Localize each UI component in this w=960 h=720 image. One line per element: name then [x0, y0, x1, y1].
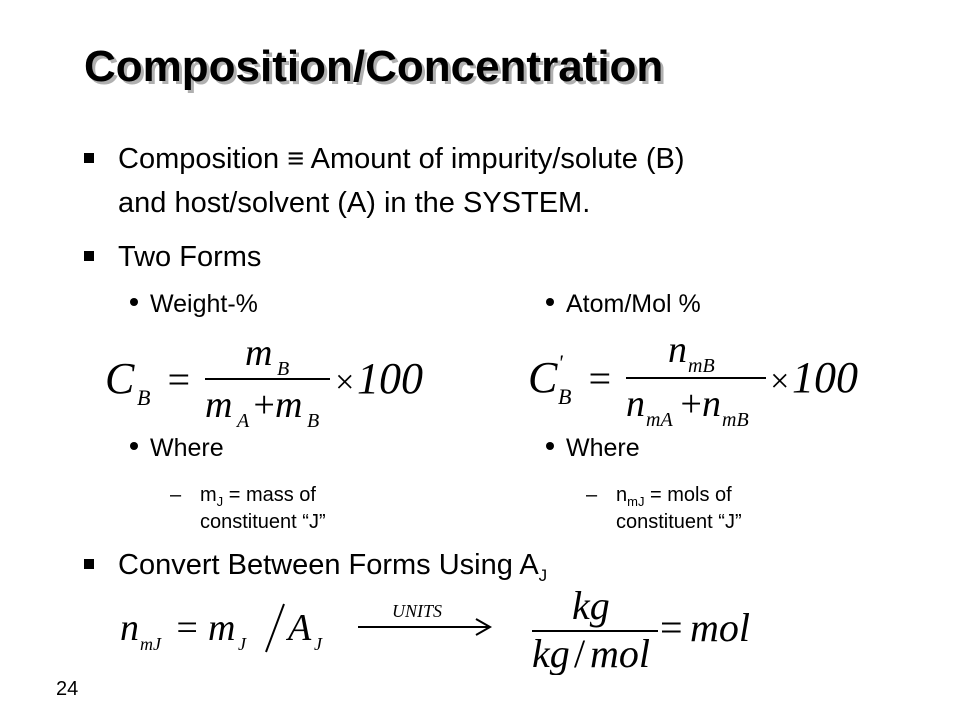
svg-text:=: =	[660, 605, 683, 650]
atom-mol-percent-label	[546, 290, 701, 319]
units-equation	[528, 585, 778, 675]
square-bullet-icon	[84, 251, 94, 261]
mol-percent-equation	[528, 330, 878, 435]
svg-text:=: =	[174, 607, 200, 649]
right-definition-sub: mJ	[627, 494, 645, 509]
square-bullet-icon	[84, 559, 94, 569]
right-definition-var: n	[616, 484, 628, 506]
bullet-composition-line1: Composition ≡ Amount of impurity/solute (B)	[118, 143, 685, 175]
svg-text:mol: mol	[590, 631, 650, 675]
svg-text:×: ×	[768, 363, 791, 400]
svg-text:mB: mB	[688, 355, 715, 377]
left-where-label	[130, 434, 224, 463]
left-definition-rest: = mass of	[223, 484, 316, 506]
right-definition-rest: = mols of	[644, 484, 732, 506]
svg-text:mol: mol	[690, 605, 750, 650]
svg-text:B: B	[137, 385, 151, 410]
dash-marker: –	[586, 484, 598, 506]
left-definition-var: m	[200, 484, 217, 506]
svg-text:B: B	[277, 358, 290, 380]
svg-text:n: n	[626, 383, 645, 425]
bullet-convert	[84, 546, 784, 586]
bullet-composition-line2: and host/solvent (A) in the SYSTEM.	[118, 187, 591, 219]
svg-text:A: A	[237, 410, 250, 432]
svg-text:m: m	[208, 607, 236, 649]
weight-percent-label	[130, 290, 258, 319]
svg-text:A: A	[288, 607, 312, 649]
units-arrow	[352, 595, 502, 640]
left-definition-line2: constituent “J”	[200, 511, 326, 533]
bullet-two-forms	[84, 238, 484, 278]
svg-text:kg: kg	[572, 585, 610, 628]
svg-text:=: =	[586, 356, 613, 401]
units-arrow-label: UNITS	[392, 601, 443, 621]
bullet-composition	[84, 140, 884, 220]
svg-text:C: C	[105, 354, 135, 403]
svg-text:B: B	[558, 384, 572, 409]
left-definition-sub: J	[216, 494, 224, 509]
svg-text:n: n	[702, 383, 721, 425]
svg-text:m: m	[275, 384, 303, 426]
round-bullet-icon	[130, 442, 138, 450]
svg-text:100: 100	[792, 353, 858, 402]
svg-text:m: m	[205, 384, 233, 426]
svg-text:n: n	[668, 330, 687, 371]
round-bullet-icon	[546, 442, 554, 450]
svg-text:/: /	[574, 631, 586, 675]
svg-text:J: J	[238, 634, 246, 654]
right-where-text: Where	[566, 434, 640, 462]
bullet-two-forms-label: Two Forms	[118, 241, 262, 273]
svg-text:mA: mA	[646, 409, 673, 431]
left-definition	[170, 482, 430, 538]
svg-text:J: J	[314, 634, 322, 654]
svg-text:m: m	[245, 335, 273, 374]
conversion-equation	[120, 600, 360, 660]
svg-text:mB: mB	[722, 409, 749, 431]
right-definition-line2: constituent “J”	[616, 511, 742, 533]
svg-text:B: B	[307, 410, 320, 432]
svg-text:×: ×	[333, 364, 356, 401]
round-bullet-icon	[546, 298, 554, 306]
bullet-convert-label	[118, 546, 547, 595]
svg-text:C: C	[528, 353, 558, 402]
svg-text:mJ: mJ	[140, 634, 161, 654]
bullet-convert-text: Convert Between Forms Using A	[118, 549, 539, 581]
right-where-label	[546, 434, 640, 463]
square-bullet-icon	[84, 153, 94, 163]
atom-mol-percent-text: Atom/Mol %	[566, 290, 701, 318]
weight-percent-equation	[105, 335, 445, 435]
weight-percent-text: Weight-%	[150, 290, 258, 318]
svg-text:': '	[558, 350, 563, 375]
svg-text:kg: kg	[532, 631, 570, 675]
svg-text:+: +	[251, 384, 277, 426]
round-bullet-icon	[130, 298, 138, 306]
svg-text:=: =	[165, 357, 192, 402]
dash-marker: –	[170, 484, 182, 506]
bullet-convert-sub: J	[538, 565, 548, 585]
right-definition	[586, 482, 846, 538]
page-number: 24	[56, 678, 79, 700]
svg-text:n: n	[120, 607, 139, 649]
slide-title: Composition/Concentration	[84, 42, 664, 91]
svg-text:100: 100	[357, 354, 423, 403]
left-where-text: Where	[150, 434, 224, 462]
svg-text:+: +	[678, 383, 704, 425]
